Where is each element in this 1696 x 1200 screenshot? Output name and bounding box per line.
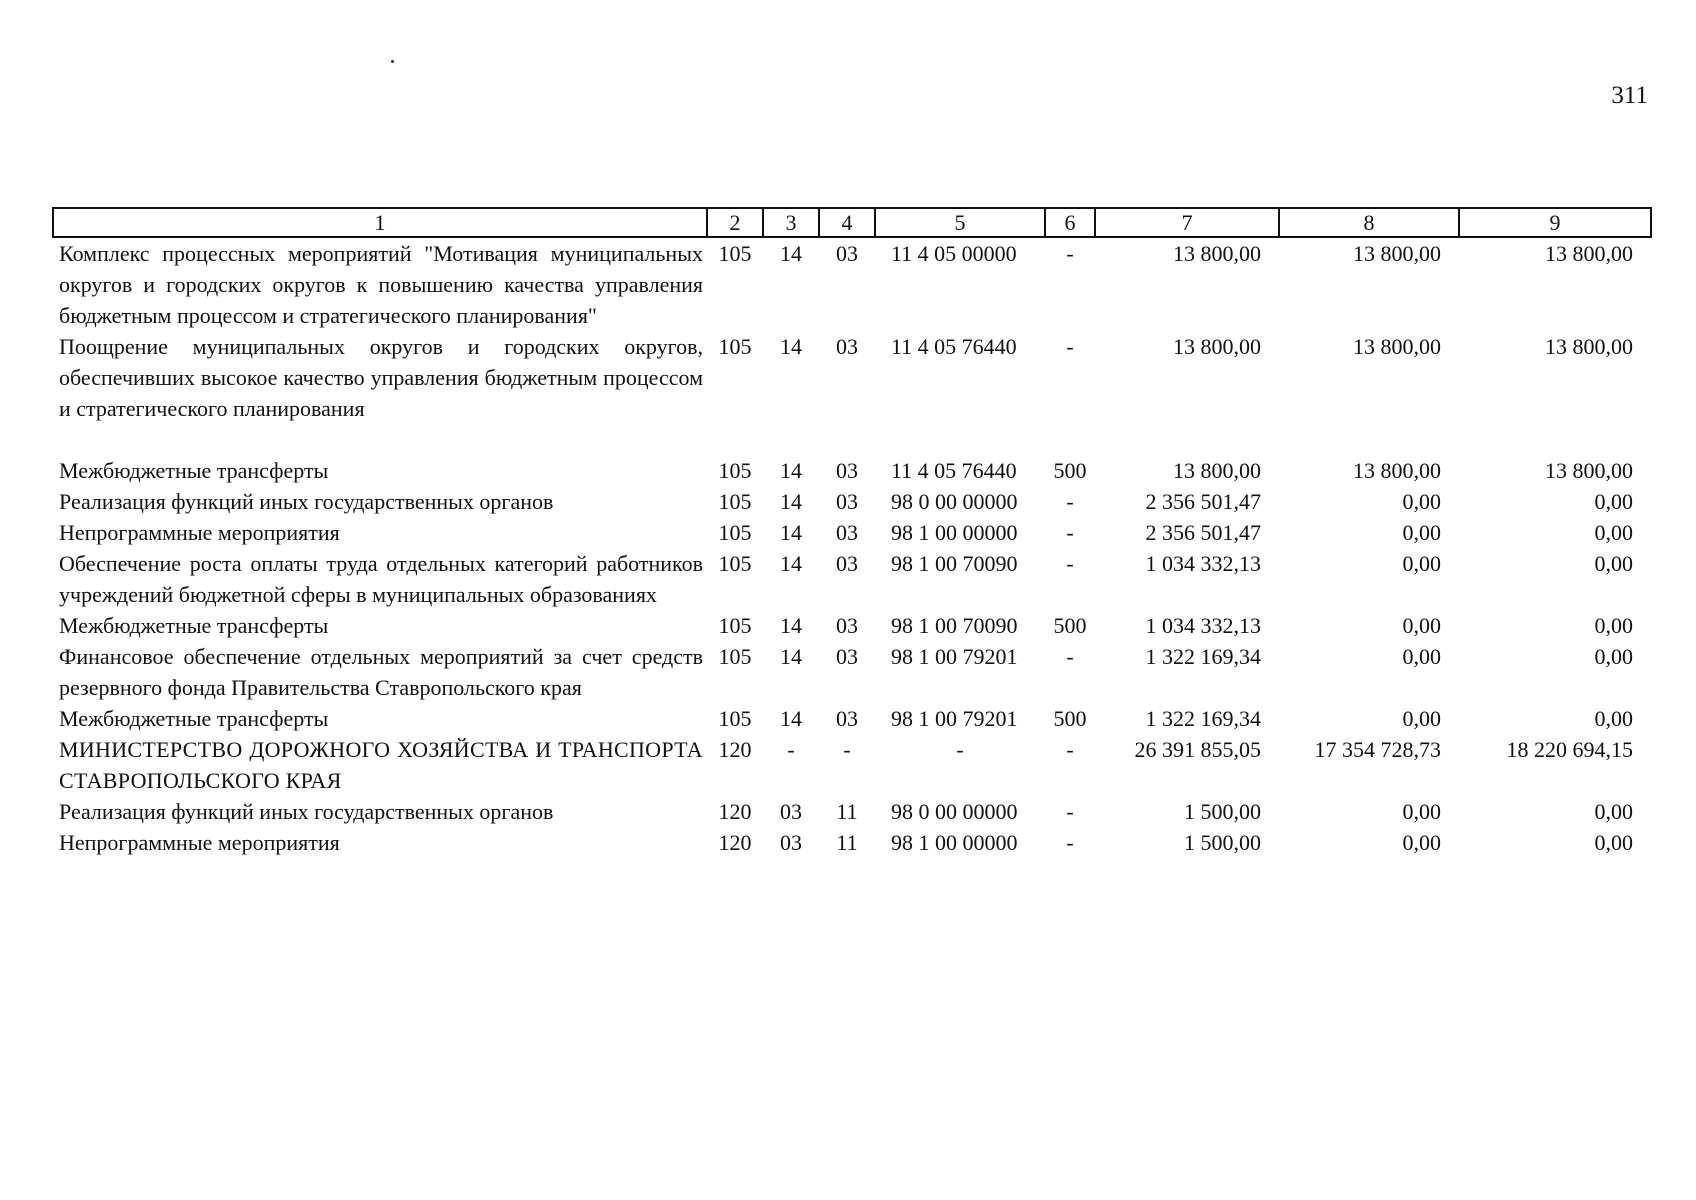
row-name: Обеспечение роста оплаты труда отдельных категорий работников учреждений бюджетной сферы в муниципальных образованиях (59, 551, 703, 607)
row-col-8: 13 800,00 (1353, 458, 1441, 483)
row-col-8: 0,00 (1402, 613, 1441, 638)
row-col-7: 2 356 501,47 (1145, 520, 1261, 545)
scan-artifact-dot (391, 60, 394, 63)
row-col-8: 0,00 (1402, 644, 1441, 669)
table-row (53, 827, 1651, 858)
row-col-6: - (1066, 520, 1074, 545)
header-col-3: 3 (763, 208, 819, 237)
row-col-6: - (1066, 241, 1074, 266)
row-col-7: 2 356 501,47 (1145, 489, 1261, 514)
table-header (53, 208, 1651, 237)
row-col-9: 0,00 (1594, 644, 1633, 669)
table-row (53, 610, 1651, 641)
row-col-2: 120 (718, 830, 752, 855)
row-col-2: 105 (718, 520, 752, 545)
row-col-9: 0,00 (1594, 613, 1633, 638)
row-col-7: 1 322 169,34 (1145, 644, 1261, 669)
row-col-7: 13 800,00 (1173, 241, 1261, 266)
row-col-4: 03 (836, 458, 858, 483)
table-row (53, 703, 1651, 734)
row-col-3: - (787, 737, 795, 762)
row-col-3: 14 (780, 520, 802, 545)
table-row (53, 548, 1651, 610)
row-col-4: 03 (836, 520, 858, 545)
row-col-9: 0,00 (1594, 799, 1633, 824)
row-col-3: 14 (780, 334, 802, 359)
row-col-5: 11 4 05 76440 (891, 458, 1017, 483)
row-col-3: 14 (780, 489, 802, 514)
row-col-9: 13 800,00 (1545, 458, 1633, 483)
table-row (53, 237, 1651, 331)
header-col-8: 8 (1279, 208, 1459, 237)
row-col-6: - (1066, 489, 1074, 514)
row-name: МИНИСТЕРСТВО ДОРОЖНОГО ХОЗЯЙСТВА И ТРАНСПОРТА СТАВРОПОЛЬСКОГО КРАЯ (59, 737, 703, 793)
row-col-9: 0,00 (1594, 706, 1633, 731)
row-col-6: - (1066, 334, 1074, 359)
row-col-7: 26 391 855,05 (1134, 737, 1261, 762)
row-col-5: 11 4 05 76440 (891, 334, 1017, 359)
row-col-8: 13 800,00 (1353, 241, 1441, 266)
header-col-1: 1 (53, 208, 707, 237)
table-row-spacer (53, 424, 1651, 455)
row-col-9: 0,00 (1594, 489, 1633, 514)
row-col-3: 14 (780, 706, 802, 731)
row-col-6: - (1066, 830, 1074, 855)
row-name: Межбюджетные трансферты (59, 706, 329, 731)
row-col-9: 0,00 (1594, 551, 1633, 576)
table-row (53, 517, 1651, 548)
spacer-cell (53, 424, 1651, 455)
row-col-2: 105 (718, 706, 752, 731)
row-col-3: 14 (780, 551, 802, 576)
row-col-3: 03 (780, 799, 802, 824)
row-col-4: 03 (836, 706, 858, 731)
row-col-4: 03 (836, 551, 858, 576)
row-col-7: 13 800,00 (1173, 458, 1261, 483)
row-col-8: 0,00 (1402, 551, 1441, 576)
row-col-5: 98 1 00 70090 (891, 551, 1018, 576)
row-name: Реализация функций иных государственных органов (59, 799, 554, 824)
row-col-6: 500 (1053, 458, 1087, 483)
row-col-4: 03 (836, 334, 858, 359)
row-col-5: 98 1 00 70090 (891, 613, 1018, 638)
row-col-3: 14 (780, 644, 802, 669)
row-name: Непрограммные мероприятия (59, 520, 340, 545)
table-row (53, 331, 1651, 424)
row-col-3: 14 (780, 458, 802, 483)
row-name: Реализация функций иных государственных органов (59, 489, 554, 514)
header-col-2: 2 (707, 208, 763, 237)
row-name: Поощрение муниципальных округов и городских округов, обеспечивших высокое качество управления бюджетным процессом и стратегического планирования (59, 334, 703, 421)
row-col-5: - (956, 737, 964, 762)
row-col-2: 105 (718, 551, 752, 576)
row-col-9: 0,00 (1594, 830, 1633, 855)
row-name: Финансовое обеспечение отдельных мероприятий за счет средств резервного фонда Правительства Ставропольского края (59, 644, 703, 700)
row-col-9: 13 800,00 (1545, 241, 1633, 266)
row-col-4: 03 (836, 613, 858, 638)
table-row (53, 734, 1651, 796)
row-col-7: 1 034 332,13 (1145, 613, 1261, 638)
budget-table (52, 207, 1652, 858)
page-number: 311 (1611, 82, 1648, 109)
row-col-2: 105 (718, 458, 752, 483)
row-col-3: 14 (780, 613, 802, 638)
table-row (53, 486, 1651, 517)
row-name: Непрограммные мероприятия (59, 830, 340, 855)
row-col-7: 1 034 332,13 (1145, 551, 1261, 576)
row-col-2: 120 (718, 799, 752, 824)
row-col-7: 1 500,00 (1184, 799, 1261, 824)
row-col-5: 98 1 00 00000 (891, 520, 1018, 545)
row-col-8: 17 354 728,73 (1314, 737, 1441, 762)
row-col-7: 13 800,00 (1173, 334, 1261, 359)
row-col-6: - (1066, 551, 1074, 576)
row-col-2: 105 (718, 644, 752, 669)
row-col-5: 98 1 00 79201 (891, 644, 1018, 669)
row-name: Комплекс процессных мероприятий "Мотивация муниципальных округов и городских округов к повышению качества управления бюджетным процессом и стратегического планирования" (59, 241, 703, 328)
row-col-2: 105 (718, 241, 752, 266)
row-col-2: 120 (718, 737, 752, 762)
row-col-2: 105 (718, 334, 752, 359)
row-col-4: - (843, 737, 851, 762)
row-col-4: 11 (836, 830, 858, 855)
row-col-4: 03 (836, 489, 858, 514)
row-col-8: 0,00 (1402, 799, 1441, 824)
row-col-5: 98 0 00 00000 (891, 489, 1018, 514)
row-col-5: 11 4 05 00000 (891, 241, 1017, 266)
row-col-2: 105 (718, 489, 752, 514)
row-col-6: 500 (1053, 706, 1087, 731)
row-col-8: 0,00 (1402, 520, 1441, 545)
row-col-8: 13 800,00 (1353, 334, 1441, 359)
table-row (53, 796, 1651, 827)
row-col-9: 18 220 694,15 (1506, 737, 1633, 762)
header-row (53, 208, 1651, 237)
header-col-9: 9 (1459, 208, 1651, 237)
row-col-6: - (1066, 799, 1074, 824)
row-col-7: 1 322 169,34 (1145, 706, 1261, 731)
table-row (53, 455, 1651, 486)
row-col-6: 500 (1053, 613, 1087, 638)
row-col-5: 98 1 00 00000 (891, 830, 1018, 855)
row-col-4: 11 (836, 799, 858, 824)
row-col-7: 1 500,00 (1184, 830, 1261, 855)
header-col-4: 4 (819, 208, 875, 237)
row-col-5: 98 1 00 79201 (891, 706, 1018, 731)
table-row (53, 641, 1651, 703)
row-col-9: 0,00 (1594, 520, 1633, 545)
row-col-5: 98 0 00 00000 (891, 799, 1018, 824)
row-col-3: 03 (780, 830, 802, 855)
row-col-6: - (1066, 737, 1074, 762)
row-col-4: 03 (836, 241, 858, 266)
row-name: Межбюджетные трансферты (59, 458, 329, 483)
row-col-8: 0,00 (1402, 706, 1441, 731)
row-name: Межбюджетные трансферты (59, 613, 329, 638)
header-col-5: 5 (875, 208, 1045, 237)
row-col-4: 03 (836, 644, 858, 669)
header-col-6: 6 (1045, 208, 1095, 237)
row-col-2: 105 (718, 613, 752, 638)
table-body (53, 237, 1651, 858)
header-col-7: 7 (1095, 208, 1279, 237)
row-col-8: 0,00 (1402, 489, 1441, 514)
row-col-8: 0,00 (1402, 830, 1441, 855)
row-col-3: 14 (780, 241, 802, 266)
row-col-9: 13 800,00 (1545, 334, 1633, 359)
row-col-6: - (1066, 644, 1074, 669)
